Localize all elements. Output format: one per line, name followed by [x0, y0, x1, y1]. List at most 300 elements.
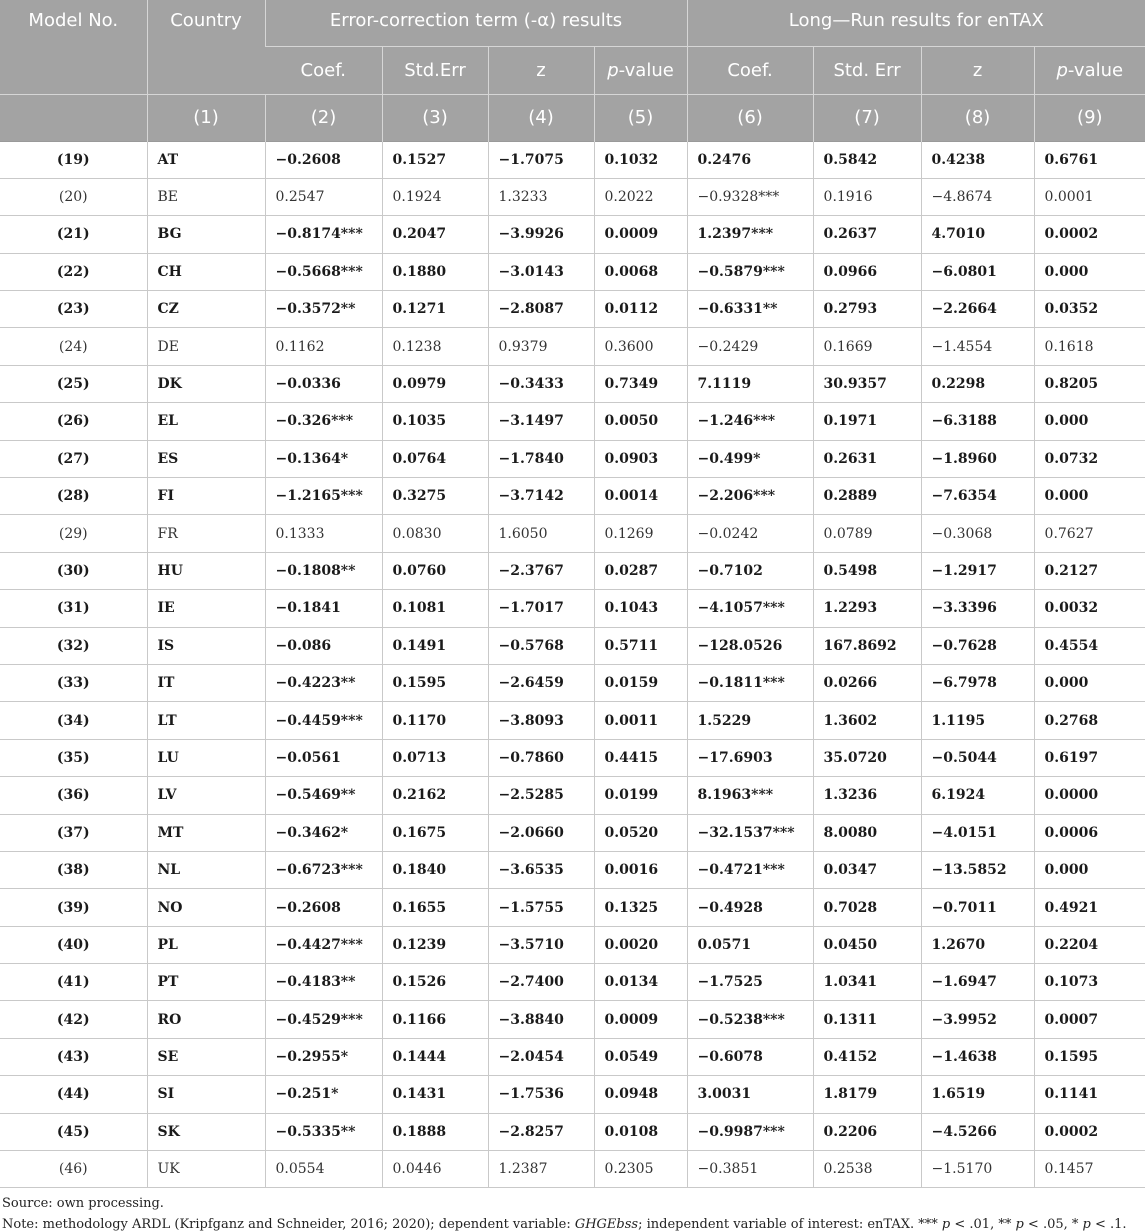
value-cell: 0.0966	[813, 253, 921, 290]
table-row	[0, 253, 1145, 290]
header-column-number: (7)	[813, 94, 921, 141]
country-cell: NL	[147, 851, 265, 888]
value-cell: −0.6078	[687, 1038, 813, 1075]
value-cell: −0.251*	[265, 1076, 382, 1113]
value-cell: 0.0020	[594, 926, 687, 963]
header-p-value	[594, 46, 687, 94]
value-cell: −4.8674	[921, 178, 1034, 215]
table-row	[0, 552, 1145, 589]
header-country: Country	[147, 0, 265, 94]
header-z: z	[488, 46, 594, 94]
table-row	[0, 702, 1145, 739]
value-cell: −0.086	[265, 627, 382, 664]
value-cell: 0.0789	[813, 515, 921, 552]
model-cell: (29)	[0, 515, 147, 552]
note-t3: < .1.	[1090, 1217, 1127, 1232]
value-cell: −0.7011	[921, 889, 1034, 926]
table-row	[0, 627, 1145, 664]
value-cell: 0.3275	[382, 478, 488, 515]
value-cell: 0.2476	[687, 141, 813, 178]
table-row	[0, 141, 1145, 178]
value-cell: 0.0068	[594, 253, 687, 290]
value-cell: −0.4529***	[265, 1001, 382, 1038]
country-cell: CH	[147, 253, 265, 290]
value-cell: −1.7536	[488, 1076, 594, 1113]
table-row	[0, 365, 1145, 402]
value-cell: 0.2047	[382, 216, 488, 253]
table-row	[0, 328, 1145, 365]
value-cell: −2.5285	[488, 777, 594, 814]
model-cell: (34)	[0, 702, 147, 739]
model-cell: (43)	[0, 1038, 147, 1075]
value-cell: 0.0732	[1034, 440, 1145, 477]
value-cell: −0.326***	[265, 403, 382, 440]
value-cell: 0.2637	[813, 216, 921, 253]
value-cell: 0.1269	[594, 515, 687, 552]
value-cell: −0.1841	[265, 590, 382, 627]
value-cell: 0.2162	[382, 777, 488, 814]
table-row	[0, 1113, 1145, 1150]
value-cell: −0.8174***	[265, 216, 382, 253]
value-cell: 0.0032	[1034, 590, 1145, 627]
table-row	[0, 440, 1145, 477]
model-cell: (37)	[0, 814, 147, 851]
value-cell: −0.7860	[488, 739, 594, 776]
value-cell: 1.6519	[921, 1076, 1034, 1113]
note-dependent-variable: GHGEbss	[574, 1217, 639, 1232]
country-cell: PL	[147, 926, 265, 963]
value-cell: −0.9328***	[687, 178, 813, 215]
value-cell: −0.5768	[488, 627, 594, 664]
value-cell: 0.0713	[382, 739, 488, 776]
value-cell: 0.1880	[382, 253, 488, 290]
value-cell: −3.1497	[488, 403, 594, 440]
value-cell: 1.2293	[813, 590, 921, 627]
value-cell: −4.5266	[921, 1113, 1034, 1150]
country-cell: NO	[147, 889, 265, 926]
value-cell: −1.7075	[488, 141, 594, 178]
value-cell: −0.1811***	[687, 664, 813, 701]
value-cell: 0.1166	[382, 1001, 488, 1038]
value-cell: 0.0002	[1034, 216, 1145, 253]
value-cell: −2.7400	[488, 964, 594, 1001]
method-note	[2, 1217, 1145, 1232]
table-row	[0, 291, 1145, 328]
value-cell: −2.2664	[921, 291, 1034, 328]
value-cell: −3.9952	[921, 1001, 1034, 1038]
model-cell: (41)	[0, 964, 147, 1001]
value-cell: 0.0000	[1034, 777, 1145, 814]
value-cell: −0.5044	[921, 739, 1034, 776]
value-cell: −1.2165***	[265, 478, 382, 515]
value-cell: 6.1924	[921, 777, 1034, 814]
value-cell: −0.499*	[687, 440, 813, 477]
value-cell: 0.1444	[382, 1038, 488, 1075]
value-cell: 0.1924	[382, 178, 488, 215]
value-cell: 0.2538	[813, 1151, 921, 1188]
country-cell: EL	[147, 403, 265, 440]
header-column-number: (2)	[265, 94, 382, 141]
header-p-rest-lr: -value	[1067, 59, 1124, 81]
value-cell: −0.1364*	[265, 440, 382, 477]
header-column-number: (6)	[687, 94, 813, 141]
value-cell: 0.1457	[1034, 1151, 1145, 1188]
value-cell: −2.6459	[488, 664, 594, 701]
value-cell: −0.6331**	[687, 291, 813, 328]
value-cell: 0.000	[1034, 664, 1145, 701]
value-cell: −2.3767	[488, 552, 594, 589]
model-cell: (22)	[0, 253, 147, 290]
table-row	[0, 216, 1145, 253]
table-row	[0, 590, 1145, 627]
value-cell: −0.3068	[921, 515, 1034, 552]
country-cell: BG	[147, 216, 265, 253]
model-cell: (38)	[0, 851, 147, 888]
header-p-italic: p	[607, 59, 619, 81]
value-cell: −3.8840	[488, 1001, 594, 1038]
country-cell: FI	[147, 478, 265, 515]
country-cell: IE	[147, 590, 265, 627]
value-cell: 0.5498	[813, 552, 921, 589]
table-row	[0, 926, 1145, 963]
value-cell: 8.0080	[813, 814, 921, 851]
table-row	[0, 964, 1145, 1001]
country-cell: LV	[147, 777, 265, 814]
value-cell: 1.2387	[488, 1151, 594, 1188]
value-cell: −2.8257	[488, 1113, 594, 1150]
note-p3: p	[1082, 1217, 1091, 1232]
value-cell: 0.0016	[594, 851, 687, 888]
header-stderr: Std.Err	[382, 46, 488, 94]
country-cell: DE	[147, 328, 265, 365]
value-cell: 1.2670	[921, 926, 1034, 963]
country-cell: HU	[147, 552, 265, 589]
value-cell: 0.0446	[382, 1151, 488, 1188]
value-cell: 7.1119	[687, 365, 813, 402]
country-cell: FR	[147, 515, 265, 552]
header-stderr-lr: Std. Err	[813, 46, 921, 94]
value-cell: 1.8179	[813, 1076, 921, 1113]
value-cell: 0.0554	[265, 1151, 382, 1188]
value-cell: 0.000	[1034, 253, 1145, 290]
value-cell: 0.1238	[382, 328, 488, 365]
value-cell: 0.1655	[382, 889, 488, 926]
value-cell: 0.4152	[813, 1038, 921, 1075]
table-row	[0, 403, 1145, 440]
header-column-number: (3)	[382, 94, 488, 141]
value-cell: −1.5755	[488, 889, 594, 926]
value-cell: 0.1527	[382, 141, 488, 178]
model-cell: (46)	[0, 1151, 147, 1188]
value-cell: 0.1141	[1034, 1076, 1145, 1113]
value-cell: 1.2397***	[687, 216, 813, 253]
value-cell: −0.2608	[265, 141, 382, 178]
value-cell: −3.9926	[488, 216, 594, 253]
note-text-a: Note: methodology ARDL (Kripfganz and Schneider, 2016; 2020); dependent variable:	[2, 1217, 575, 1232]
value-cell: 0.6761	[1034, 141, 1145, 178]
value-cell: 0.2547	[265, 178, 382, 215]
value-cell: 0.2127	[1034, 552, 1145, 589]
value-cell: 0.0571	[687, 926, 813, 963]
value-cell: −0.7102	[687, 552, 813, 589]
value-cell: −0.1808**	[265, 552, 382, 589]
value-cell: −128.0526	[687, 627, 813, 664]
country-cell: ES	[147, 440, 265, 477]
value-cell: 0.1239	[382, 926, 488, 963]
header-longrun-group: Long—Run results for enTAX	[687, 0, 1145, 46]
value-cell: 0.1035	[382, 403, 488, 440]
value-cell: −2.0454	[488, 1038, 594, 1075]
value-cell: 3.0031	[687, 1076, 813, 1113]
value-cell: −13.5852	[921, 851, 1034, 888]
value-cell: −2.0660	[488, 814, 594, 851]
value-cell: 0.2768	[1034, 702, 1145, 739]
value-cell: −0.5469**	[265, 777, 382, 814]
value-cell: −1.7017	[488, 590, 594, 627]
model-cell: (28)	[0, 478, 147, 515]
value-cell: −1.8960	[921, 440, 1034, 477]
value-cell: −0.2608	[265, 889, 382, 926]
header-column-number: (4)	[488, 94, 594, 141]
value-cell: 0.000	[1034, 851, 1145, 888]
value-cell: 0.0266	[813, 664, 921, 701]
value-cell: −4.1057***	[687, 590, 813, 627]
value-cell: 0.1916	[813, 178, 921, 215]
value-cell: 0.0199	[594, 777, 687, 814]
value-cell: −0.4928	[687, 889, 813, 926]
source-note: Source: own processing.	[2, 1196, 164, 1212]
note-text-b: ; independent variable of interest: enTAX. ***	[638, 1217, 942, 1232]
table-row	[0, 777, 1145, 814]
model-cell: (36)	[0, 777, 147, 814]
value-cell: −3.3396	[921, 590, 1034, 627]
value-cell: 0.0009	[594, 216, 687, 253]
value-cell: −0.5879***	[687, 253, 813, 290]
model-cell: (39)	[0, 889, 147, 926]
country-cell: DK	[147, 365, 265, 402]
value-cell: 0.0450	[813, 926, 921, 963]
model-cell: (23)	[0, 291, 147, 328]
value-cell: 0.1162	[265, 328, 382, 365]
value-cell: 0.1311	[813, 1001, 921, 1038]
value-cell: 0.9379	[488, 328, 594, 365]
value-cell: 0.1675	[382, 814, 488, 851]
value-cell: 0.1032	[594, 141, 687, 178]
value-cell: −6.0801	[921, 253, 1034, 290]
model-cell: (19)	[0, 141, 147, 178]
model-cell: (45)	[0, 1113, 147, 1150]
value-cell: −0.3851	[687, 1151, 813, 1188]
value-cell: 0.0014	[594, 478, 687, 515]
country-cell: PT	[147, 964, 265, 1001]
value-cell: 1.6050	[488, 515, 594, 552]
value-cell: −2.206***	[687, 478, 813, 515]
value-cell: 0.1595	[1034, 1038, 1145, 1075]
header-column-numbers	[0, 94, 1145, 141]
model-cell: (31)	[0, 590, 147, 627]
value-cell: 0.8205	[1034, 365, 1145, 402]
value-cell: −2.8087	[488, 291, 594, 328]
value-cell: 0.0764	[382, 440, 488, 477]
model-cell: (24)	[0, 328, 147, 365]
value-cell: −1.2917	[921, 552, 1034, 589]
table-row	[0, 1001, 1145, 1038]
header-z-lr: z	[921, 46, 1034, 94]
table-row	[0, 664, 1145, 701]
value-cell: 0.7349	[594, 365, 687, 402]
table-row	[0, 1076, 1145, 1113]
value-cell: 0.0001	[1034, 178, 1145, 215]
value-cell: 0.1595	[382, 664, 488, 701]
header-coef-lr: Coef.	[687, 46, 813, 94]
value-cell: −0.3462*	[265, 814, 382, 851]
model-cell: (44)	[0, 1076, 147, 1113]
value-cell: −0.2429	[687, 328, 813, 365]
value-cell: 0.2022	[594, 178, 687, 215]
value-cell: 1.1195	[921, 702, 1034, 739]
header-number-blank	[0, 94, 147, 141]
model-cell: (35)	[0, 739, 147, 776]
value-cell: 0.4238	[921, 141, 1034, 178]
value-cell: 0.3600	[594, 328, 687, 365]
value-cell: −1.5170	[921, 1151, 1034, 1188]
value-cell: 0.1081	[382, 590, 488, 627]
value-cell: −3.6535	[488, 851, 594, 888]
value-cell: −32.1537***	[687, 814, 813, 851]
value-cell: 0.4921	[1034, 889, 1145, 926]
value-cell: 4.7010	[921, 216, 1034, 253]
value-cell: 1.5229	[687, 702, 813, 739]
country-cell: BE	[147, 178, 265, 215]
value-cell: −0.3572**	[265, 291, 382, 328]
value-cell: 0.6197	[1034, 739, 1145, 776]
value-cell: 0.0050	[594, 403, 687, 440]
value-cell: 0.1491	[382, 627, 488, 664]
value-cell: 0.1333	[265, 515, 382, 552]
value-cell: −3.5710	[488, 926, 594, 963]
note-p1: p	[941, 1217, 951, 1232]
table-row	[0, 814, 1145, 851]
value-cell: 0.2305	[594, 1151, 687, 1188]
value-cell: 0.4554	[1034, 627, 1145, 664]
value-cell: −6.7978	[921, 664, 1034, 701]
value-cell: 0.0011	[594, 702, 687, 739]
country-cell: SI	[147, 1076, 265, 1113]
model-cell: (33)	[0, 664, 147, 701]
table-header	[0, 0, 1145, 141]
value-cell: 0.0159	[594, 664, 687, 701]
value-cell: 0.1888	[382, 1113, 488, 1150]
value-cell: 0.0112	[594, 291, 687, 328]
value-cell: −3.0143	[488, 253, 594, 290]
model-cell: (40)	[0, 926, 147, 963]
value-cell: −0.5335**	[265, 1113, 382, 1150]
value-cell: 0.1431	[382, 1076, 488, 1113]
value-cell: −0.6723***	[265, 851, 382, 888]
value-cell: 0.0347	[813, 851, 921, 888]
value-cell: 0.0830	[382, 515, 488, 552]
value-cell: 0.4415	[594, 739, 687, 776]
value-cell: 0.2631	[813, 440, 921, 477]
value-cell: −0.4427***	[265, 926, 382, 963]
value-cell: 0.0287	[594, 552, 687, 589]
header-column-number: (9)	[1034, 94, 1145, 141]
country-cell: LU	[147, 739, 265, 776]
value-cell: 0.2793	[813, 291, 921, 328]
model-cell: (42)	[0, 1001, 147, 1038]
value-cell: −1.246***	[687, 403, 813, 440]
value-cell: 0.0520	[594, 814, 687, 851]
table-row	[0, 851, 1145, 888]
value-cell: −1.7840	[488, 440, 594, 477]
country-cell: CZ	[147, 291, 265, 328]
table-row	[0, 178, 1145, 215]
model-cell: (21)	[0, 216, 147, 253]
country-cell: RO	[147, 1001, 265, 1038]
value-cell: −0.2955*	[265, 1038, 382, 1075]
header-column-number: (1)	[147, 94, 265, 141]
value-cell: 0.1526	[382, 964, 488, 1001]
country-cell: UK	[147, 1151, 265, 1188]
value-cell: −6.3188	[921, 403, 1034, 440]
value-cell: 0.1618	[1034, 328, 1145, 365]
value-cell: 30.9357	[813, 365, 921, 402]
country-cell: SE	[147, 1038, 265, 1075]
value-cell: −0.4223**	[265, 664, 382, 701]
value-cell: 0.0006	[1034, 814, 1145, 851]
value-cell: 0.1971	[813, 403, 921, 440]
table-row	[0, 1151, 1145, 1188]
value-cell: −1.6947	[921, 964, 1034, 1001]
country-cell: MT	[147, 814, 265, 851]
value-cell: 0.0352	[1034, 291, 1145, 328]
value-cell: 1.0341	[813, 964, 921, 1001]
value-cell: 1.3233	[488, 178, 594, 215]
value-cell: −3.7142	[488, 478, 594, 515]
model-cell: (32)	[0, 627, 147, 664]
country-cell: LT	[147, 702, 265, 739]
value-cell: −17.6903	[687, 739, 813, 776]
header-model-no: Model No.	[0, 0, 147, 94]
value-cell: 0.1325	[594, 889, 687, 926]
value-cell: 0.1073	[1034, 964, 1145, 1001]
value-cell: −0.4459***	[265, 702, 382, 739]
value-cell: 0.0009	[594, 1001, 687, 1038]
value-cell: 0.0108	[594, 1113, 687, 1150]
value-cell: −1.4554	[921, 328, 1034, 365]
value-cell: 0.1043	[594, 590, 687, 627]
value-cell: −0.4721***	[687, 851, 813, 888]
model-cell: (27)	[0, 440, 147, 477]
value-cell: −0.5668***	[265, 253, 382, 290]
value-cell: 0.0549	[594, 1038, 687, 1075]
value-cell: 0.0007	[1034, 1001, 1145, 1038]
header-p-rest: -value	[618, 59, 674, 81]
value-cell: 0.0979	[382, 365, 488, 402]
value-cell: 35.0720	[813, 739, 921, 776]
table-row	[0, 889, 1145, 926]
value-cell: 0.000	[1034, 478, 1145, 515]
value-cell: −0.7628	[921, 627, 1034, 664]
value-cell: −1.7525	[687, 964, 813, 1001]
model-cell: (20)	[0, 178, 147, 215]
value-cell: 0.1669	[813, 328, 921, 365]
value-cell: 0.1271	[382, 291, 488, 328]
value-cell: −3.8093	[488, 702, 594, 739]
value-cell: 0.1170	[382, 702, 488, 739]
value-cell: 0.2206	[813, 1113, 921, 1150]
country-cell: IS	[147, 627, 265, 664]
